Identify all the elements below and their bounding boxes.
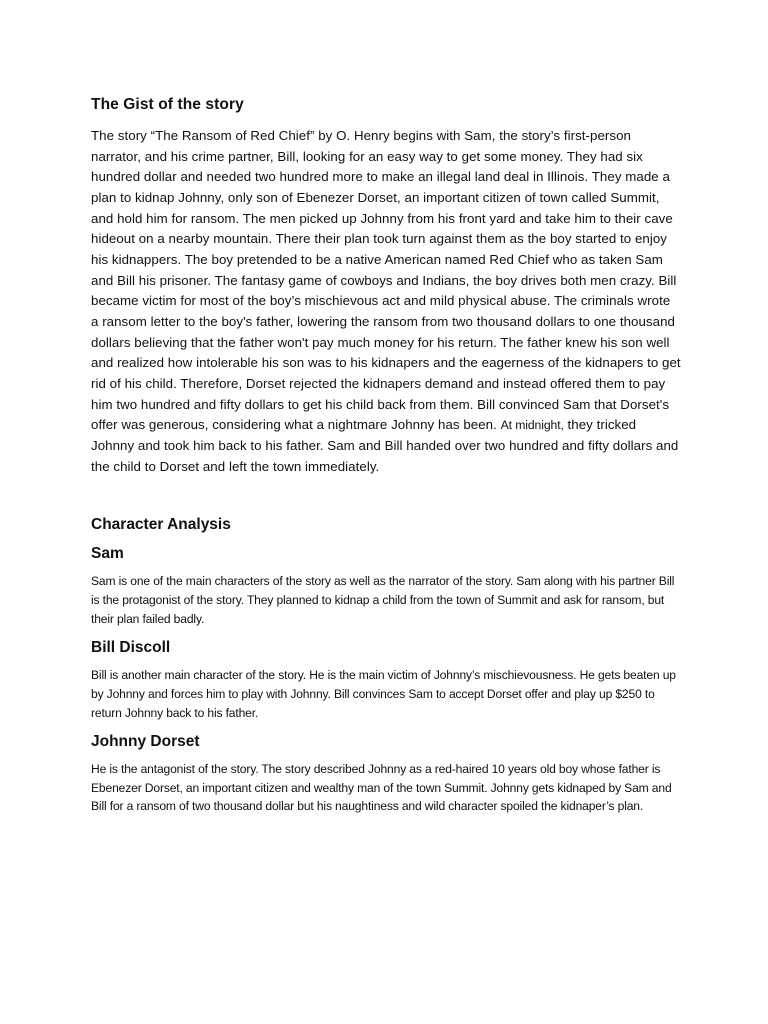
character-heading-sam: Sam (91, 545, 124, 563)
gist-heading: The Gist of the story (91, 96, 244, 113)
character-text-johnny: He is the antagonist of the story. The story described Johnny as a red-haired 10 years old boy whose father is Ebenezer Dorset, an important citizen and wealthy man of the town Summit. Johnny gets kidnaped by Sam and Bill for a ransom of two thousand dollar but his naughtiness and wild character spoiled the kidnaper’s plan. (91, 761, 672, 814)
character-heading-johnny: Johnny Dorset (91, 732, 200, 750)
document-page (91, 96, 681, 816)
gist-paragraph-end: they tricked Johnny and took him back to his father. Sam and Bill handed over two hundred and fifty dollars and the child to Dorset and left the town immediately. (91, 417, 679, 474)
gist-paragraph-narrow: At midnight, (500, 418, 564, 433)
character-heading-bill: Bill Discoll (91, 638, 171, 656)
gist-paragraph (91, 126, 681, 477)
character-text-sam: Sam is one of the main characters of the story as well as the narrator of the story. Sam along with his partner Bill is the protagonist of the story. They planned to kidnap a child from the town of Summit and ask for ransom, but their plan failed badly. (91, 574, 675, 626)
character-analysis-heading: Character Analysis (91, 516, 231, 534)
character-text-bill: Bill is another main character of the story. He is the main victim of Johnny’s mischievousness. He gets beaten up by Johnny and forces him to play with Johnny. Bill convinces Sam to accept Dorset offer and play up $250 to return Johnny back to his father. (91, 667, 676, 720)
gist-paragraph-main: The story “The Ransom of Red Chief” by O. Henry begins with Sam, the story’s first-person narrator, and his crime partner, Bill, looking for an easy way to get some money. They had six hundred dollar and needed two hundred more to make an illegal land deal in Illinois. They made a plan to kidnap Johnny, only son of Ebenezer Dorset, an important citizen of town called Summit, and hold him for ransom. The men picked up Johnny from his front yard and take him to their cave hideout on a nearby mountain. There their plan took turn against them as the boy started to enjoy his kidnappers. The boy pretended to be a native American named Red Chief who as taken Sam and Bill his prisoner. The fantasy game of cowboys and Indians, the boy drives both men crazy. Bill became victim for most of the boy’s mischievous act and mild physical abuse. The criminals wrote a ransom letter to the boy's father, lowering the ransom from two thousand dollars to one thousand dollars believing that the father won't pay much money for his return. The father knew his son well and realized how intolerable his son was to his kidnapers and the eagerness of the kidnapers to get rid of his child. Therefore, Dorset rejected the kidnapers demand and instead offered them to pay him two hundred and fifty dollars to get his child back from them. Bill convinced Sam that Dorset's offer was generous, considering what a nightmare Johnny has been. (91, 128, 681, 433)
